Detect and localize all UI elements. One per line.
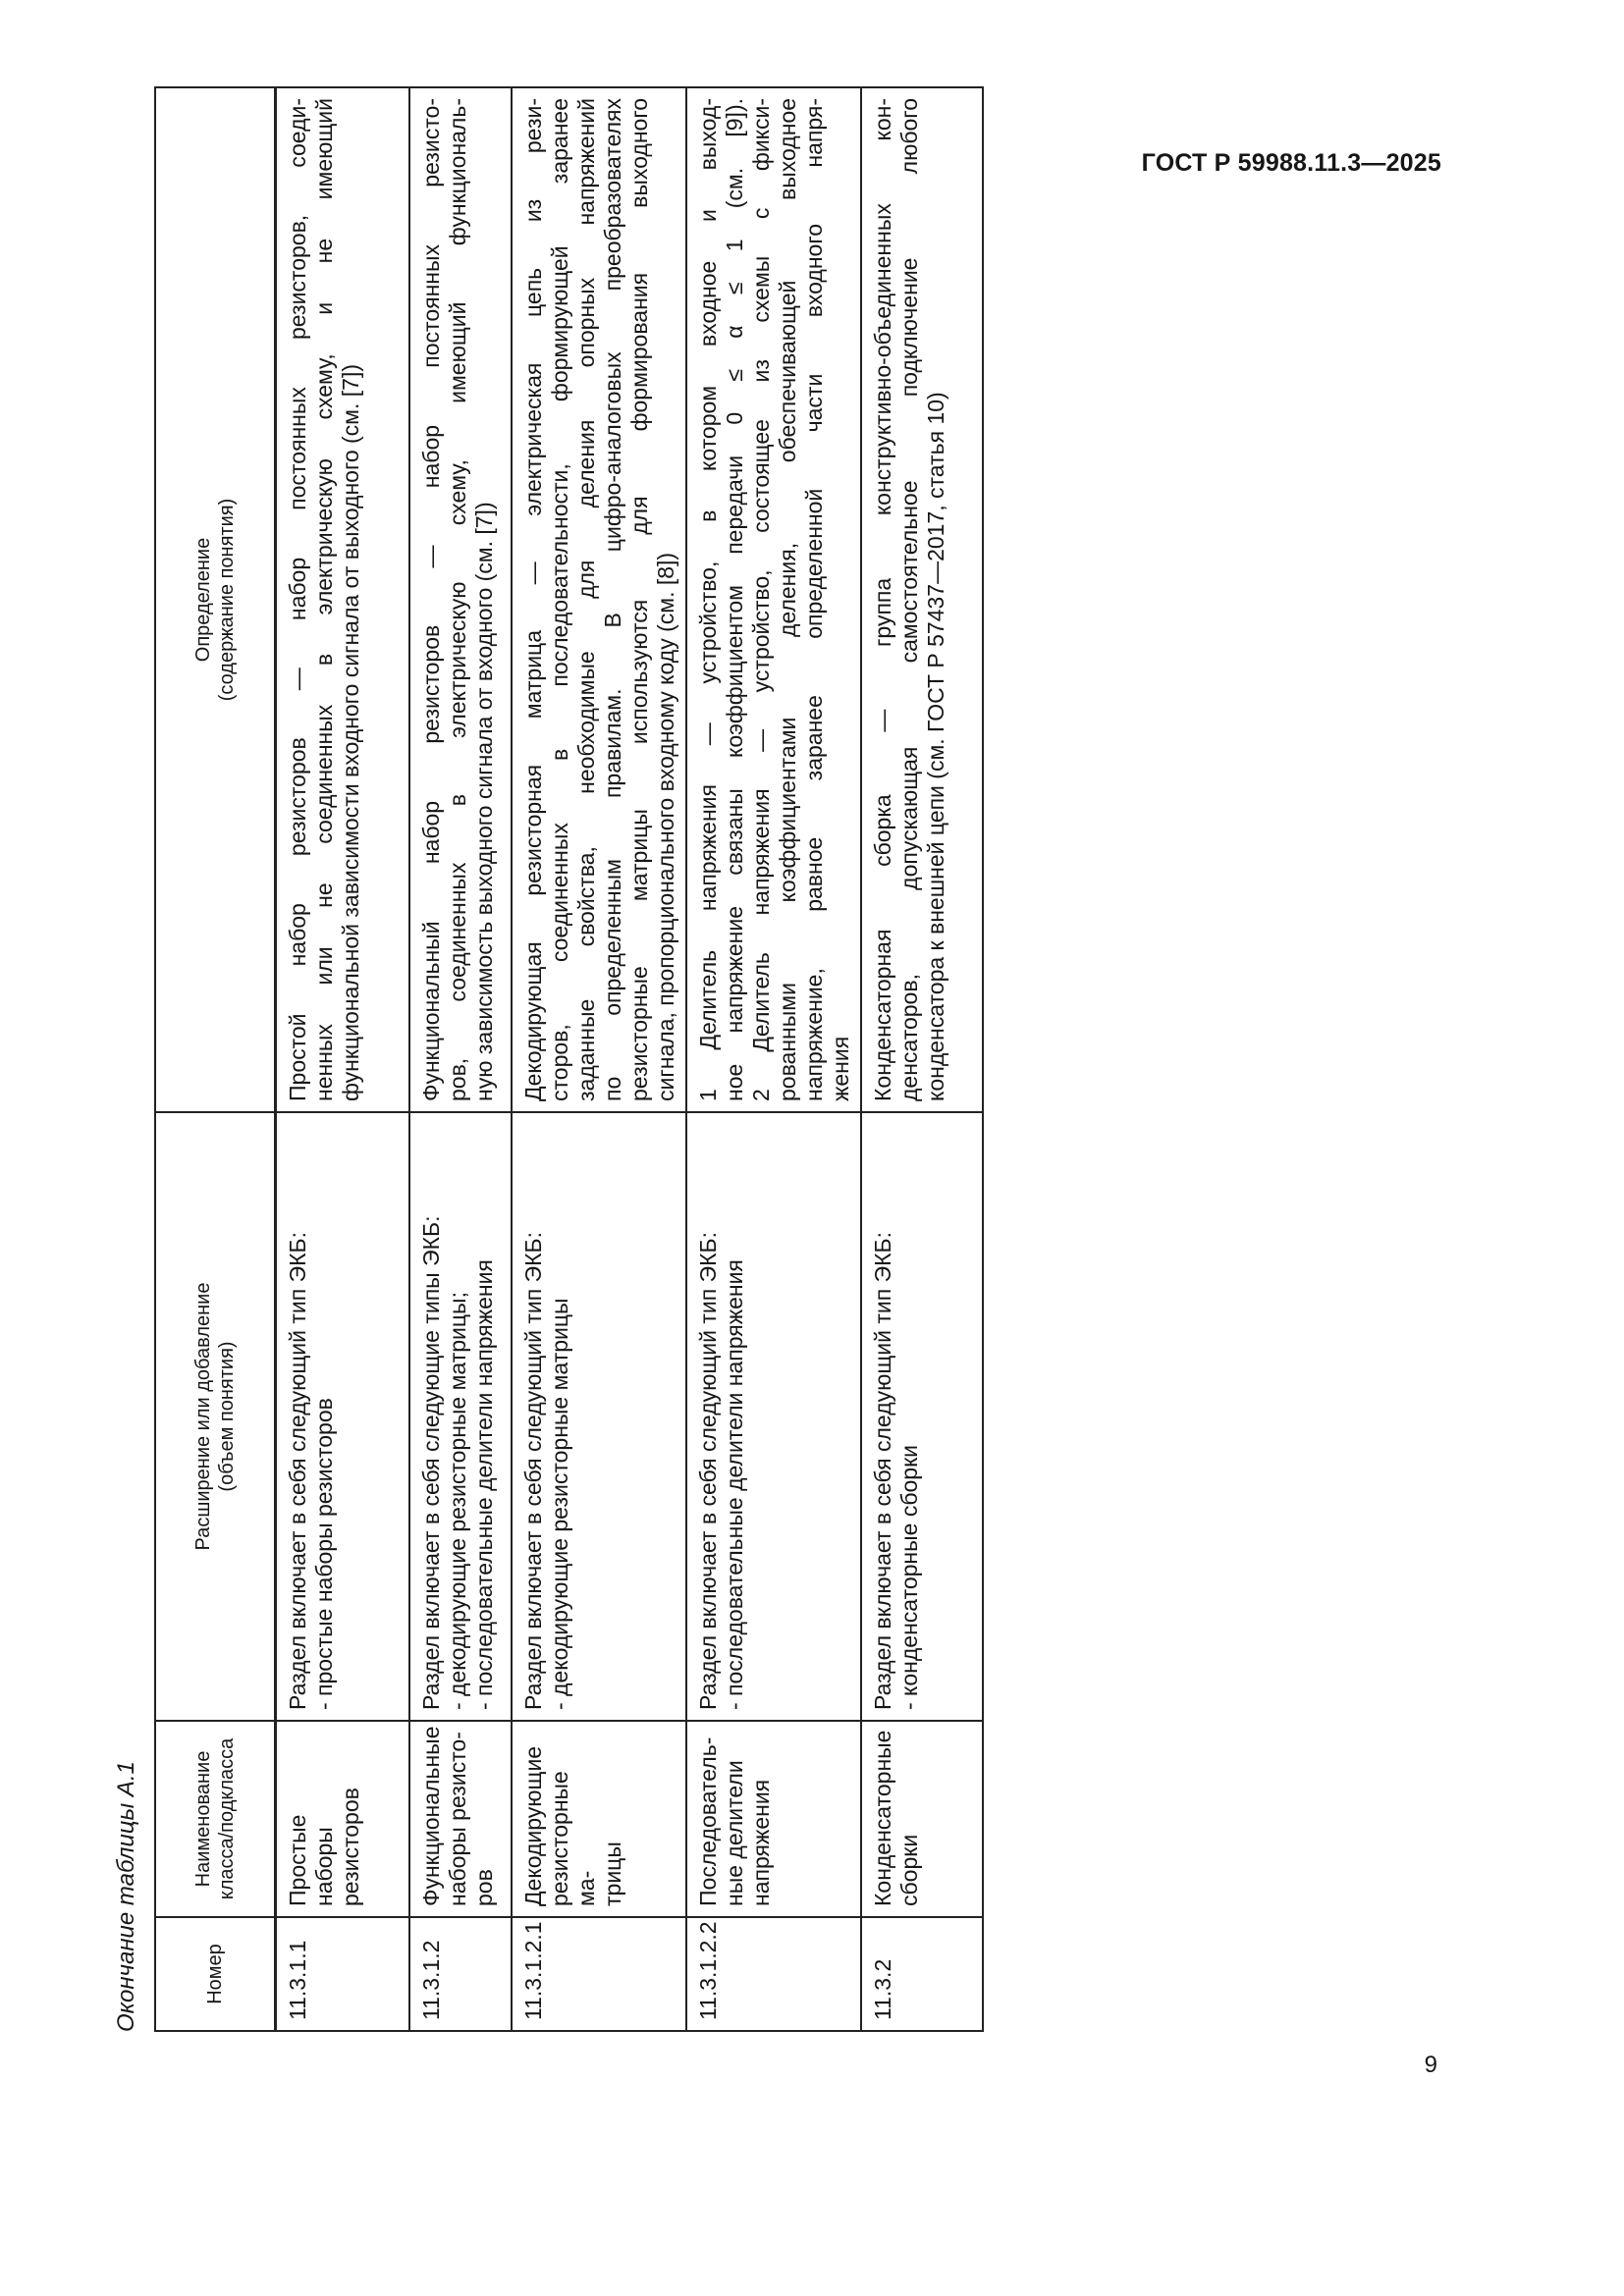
cell-text-line: Конденсаторная сборка — группа конструктивно-объединенных кон- xyxy=(869,98,895,1101)
row-scope-cell xyxy=(409,1112,512,1721)
document-code: ГОСТ Р 59988.11.3—2025 xyxy=(1141,149,1441,177)
cell-text-line: напряжение, равное заранее определенной части входного напря- xyxy=(800,98,827,1101)
cell-text-line: Простые наборы xyxy=(285,1814,337,1906)
cell-text-line: ров xyxy=(470,1869,497,1906)
cell-text-line: сигнала, пропорционального входному коду (см. [8]) xyxy=(652,552,678,1101)
page-number: 9 xyxy=(1424,2052,1437,2078)
cell-text-line: ров, соединенных в электрическую схему, имеющий функциональ- xyxy=(444,98,470,1101)
table-row xyxy=(512,87,686,2031)
cell-text-line: конденсатора к внешней цепи (см. ГОСТ Р 57437—2017, статья 10) xyxy=(922,392,948,1101)
cell-text-line: - последовательные делители напряжения xyxy=(470,1259,497,1710)
cell-text-line: по определенным правилам. В цифро-аналоговых преобразователях xyxy=(599,98,625,1101)
cell-text-line: наборы резисто- xyxy=(444,1732,470,1906)
row-definition-cell xyxy=(861,87,983,1112)
header-scope: Расширение или добавление (объем понятия) xyxy=(155,1112,276,1721)
row-scope-cell xyxy=(686,1112,861,1721)
row-number-cell: 11.3.1.2 xyxy=(409,1917,512,2031)
rotated-table-area xyxy=(113,10,1095,2032)
header-definition: Определение (содержание понятия) xyxy=(155,87,276,1112)
cell-text-line: функциональной зависимости входного сигнала от выходного (см. [7]) xyxy=(338,363,363,1101)
cell-text-line: - декодирующие резисторные матрицы; xyxy=(444,1292,470,1710)
cell-text-line: - декодирующие резисторные матрицы xyxy=(546,1298,572,1710)
row-definition-cell xyxy=(512,87,686,1112)
row-number-cell: 11.3.1.1 xyxy=(276,1917,409,2031)
cell-text-line: ные делители xyxy=(721,1760,747,1906)
cell-text-line: Раздел включает в себя следующий тип ЭКБ: xyxy=(869,1231,895,1710)
cell-text-line: заданные свойства, необходимые для деления опорных напряжений xyxy=(572,98,599,1101)
cell-text-line: ную зависимость выходного сигнала от входного (см. [7]) xyxy=(470,502,497,1101)
table-row xyxy=(686,87,861,2031)
cell-text-line: Раздел включает в себя следующий тип ЭКБ: xyxy=(694,1231,721,1710)
cell-text-line: - конденсаторные сборки xyxy=(895,1444,922,1710)
header-class-name: Наименование класса/подкласса xyxy=(155,1721,276,1917)
row-scope-cell xyxy=(276,1112,409,1721)
cell-text-line: - последовательные делители напряжения xyxy=(721,1259,747,1710)
cell-text-line: Простой набор резисторов — набор постоянных резисторов, соеди- xyxy=(285,98,310,1101)
definitions-table xyxy=(154,86,984,2032)
cell-text-line: - простые наборы резисторов xyxy=(311,1398,337,1710)
cell-text-line: Раздел включает в себя следующий тип ЭКБ: xyxy=(519,1231,546,1710)
row-name-cell xyxy=(409,1721,512,1917)
cell-text-line: 2 Делитель напряжения — устройство, состоящее из схемы с фикси- xyxy=(747,98,774,1101)
table-row xyxy=(409,87,512,2031)
cell-text-line: Раздел включает в себя следующий тип ЭКБ: xyxy=(285,1231,310,1710)
cell-text-line: денсаторов, допускающая самостоятельное подключение любого xyxy=(895,98,922,1101)
row-scope-cell xyxy=(861,1112,983,1721)
row-number-cell: 11.3.2 xyxy=(861,1917,983,2031)
row-definition-cell xyxy=(686,87,861,1112)
table-row xyxy=(276,87,409,2031)
cell-text-line: Конденсаторные xyxy=(869,1730,895,1906)
row-number-cell: 11.3.1.2.2 xyxy=(686,1917,861,2031)
cell-text-line: резисторов xyxy=(338,1788,363,1906)
cell-text-line: напряжения xyxy=(747,1779,774,1906)
cell-text-line: резисторные ма- xyxy=(546,1771,599,1906)
row-definition-cell xyxy=(276,87,409,1112)
row-name-cell xyxy=(276,1721,409,1917)
row-name-cell xyxy=(686,1721,861,1917)
row-name-cell xyxy=(512,1721,686,1917)
cell-text-line: сборки xyxy=(895,1834,922,1906)
cell-text-line: Декодирующая резисторная матрица — электрическая цепь из рези- xyxy=(519,98,546,1101)
cell-text-line: ненных или не соединенных в электрическую схему, и не имеющий xyxy=(311,98,337,1101)
cell-text-line: Раздел включает в себя следующие типы ЭКБ: xyxy=(417,1215,444,1710)
cell-text-line: Последователь- xyxy=(694,1736,721,1906)
row-scope-cell xyxy=(512,1112,686,1721)
cell-text-line: жения xyxy=(827,1036,853,1101)
cell-text-line: трицы xyxy=(599,1842,625,1906)
cell-text-line: сторов, соединенных в последовательности, формирующей заранее xyxy=(546,98,572,1101)
row-number-cell: 11.3.1.2.1 xyxy=(512,1917,686,2031)
table-row xyxy=(861,87,983,2031)
header-number: Номер xyxy=(155,1917,276,2031)
row-definition-cell xyxy=(409,87,512,1112)
cell-text-line: ное напряжение связаны коэффициентом передачи 0 ≤ α ≤ 1 (см. [9]). xyxy=(721,98,747,1101)
cell-text-line: 1 Делитель напряжения — устройство, в котором входное и выход- xyxy=(694,98,721,1101)
cell-text-line: резисторные матрицы используются для формирования выходного xyxy=(625,98,652,1101)
table-caption: Окончание таблицы А.1 xyxy=(113,1761,139,2032)
cell-text-line: рованными коэффициентами деления, обеспечивающей выходное xyxy=(774,98,800,1101)
cell-text-line: Функциональный набор резисторов — набор постоянных резисто- xyxy=(417,98,444,1101)
table-header-row xyxy=(155,87,276,2031)
cell-text-line: Декодирующие xyxy=(519,1745,546,1906)
cell-text-line: Функциональные xyxy=(417,1726,444,1906)
row-name-cell xyxy=(861,1721,983,1917)
